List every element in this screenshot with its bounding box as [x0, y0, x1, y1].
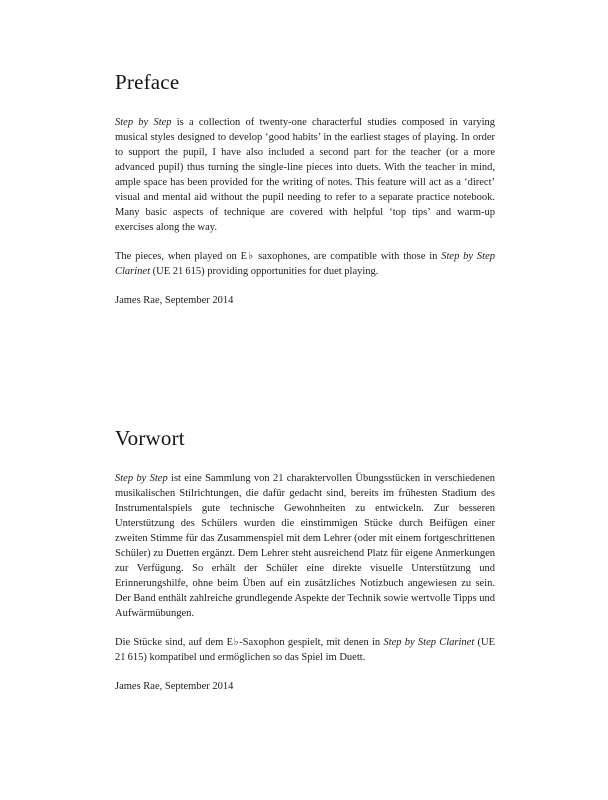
vorwort-paragraph-1: Step by Step ist eine Sammlung von 21 charaktervollen Übungsstücken in verschiedenen musikalischen Stilrichtungen, die dafür gedacht sind, bereits im frühesten Stadium des Instrumentalspiels gute technische Gewohnheiten zu entwickeln. Zur besseren Unterstützung des Schülers wurden die einstimmigen Stücke durch Beifügen einer zweiten Stimme für das Zusammenspiel mit dem Lehrer (oder mit einem fortgeschrittenen Schüler) zu Duetten ergänzt. Dem Lehrer steht ausreichend Platz für eigene Anmerkungen zur Verfügung. So erhält der Schüler eine direkte visuelle Unterstützung und Erinnerungshilfe, ohne beim Üben auf ein zusätzliches Notizbuch angewiesen zu sein. Der Band enthält zahlreiche grundlegende Aspekte der Technik sowie wertvolle Tipps und Aufwärmübungen. — [115, 473, 495, 620]
vorwort-title: Vorwort — [115, 426, 185, 451]
preface-paragraph-2: The pieces, when played on E♭ saxophones, are compatible with those in Step by Step Clarinet (UE 21 615) providing opportunities for duet playing. — [115, 251, 495, 278]
vorwort-section — [115, 426, 495, 694]
preface-signature: James Rae, September 2014 — [115, 295, 234, 307]
vorwort-paragraph-2: Die Stücke sind, auf dem E♭-Saxophon gespielt, mit denen in Step by Step Clarinet (UE 21 615) kompatibel und ermöglichen so das Spiel im Duett. — [115, 637, 495, 664]
preface-title: Preface — [115, 70, 180, 94]
preface-paragraph-1: Step by Step is a collection of twenty-one characterful studies composed in varying musical styles designed to develop ‘good habits’ in the earliest stages of playing. In order to support the pupil, I have also included a second part for the teacher (or a more advanced pupil) thus turning the single-line pieces into duets. With the teacher in mind, ample space has been provided for the writing of notes. This feature will act as a ‘direct’ visual and mental aid without the pupil needing to refer to a separate practice notebook. Many basic aspects of technique are covered with helpful ‘top tips’ and warm-up exercises along the way. — [115, 117, 495, 234]
preface-section — [115, 70, 495, 308]
vorwort-signature: James Rae, September 2014 — [115, 681, 234, 693]
